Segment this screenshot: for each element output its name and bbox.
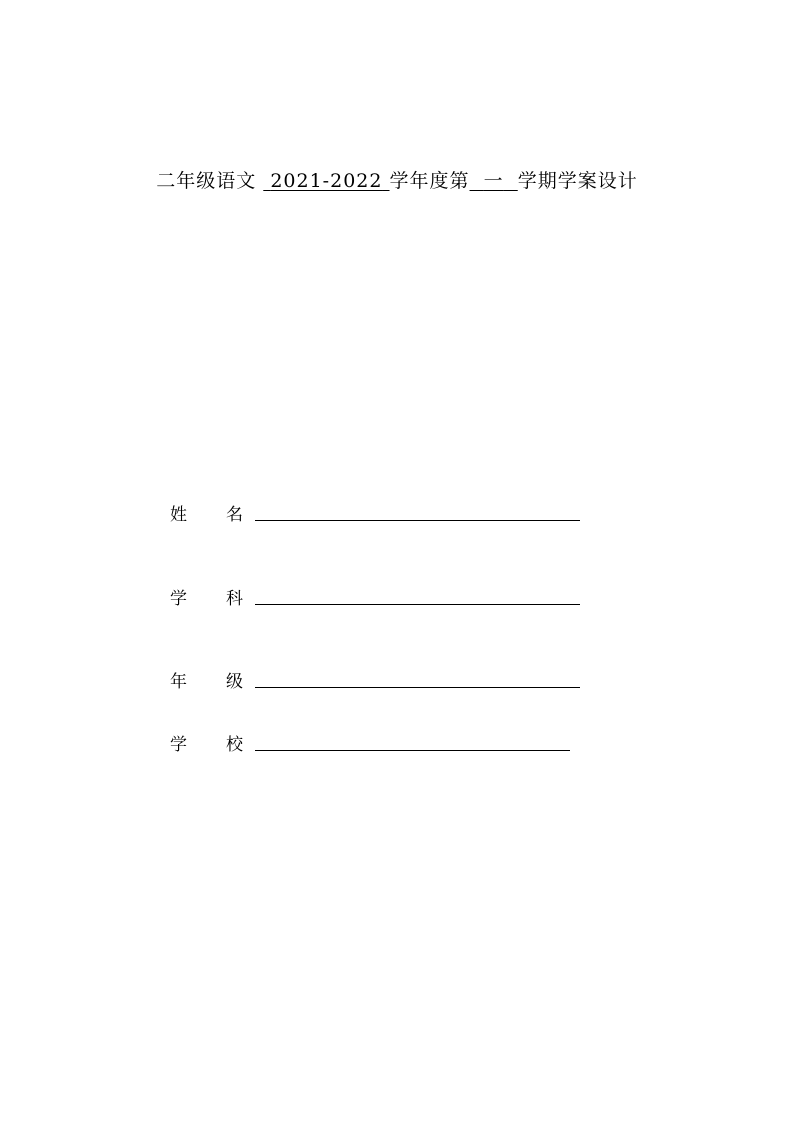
title-term: 一 bbox=[483, 170, 504, 192]
name-label-char-1: 姓 bbox=[170, 505, 187, 525]
title-mid: 学年度第 bbox=[389, 170, 470, 192]
name-label-char-2: 名 bbox=[226, 505, 243, 525]
subject-label-char-2: 科 bbox=[226, 589, 243, 609]
school-label-char-1: 学 bbox=[170, 735, 187, 755]
subject-blank-line[interactable] bbox=[255, 604, 580, 605]
school-label-char-2: 校 bbox=[226, 735, 243, 755]
title-year: 2021-2022 bbox=[270, 170, 383, 192]
title-prefix: 二年级语文 bbox=[156, 170, 264, 192]
title-suffix: 学期学案设计 bbox=[517, 170, 638, 192]
grade-label-char-1: 年 bbox=[170, 672, 187, 692]
subject-label-char-1: 学 bbox=[170, 589, 187, 609]
name-blank-line[interactable] bbox=[255, 520, 580, 521]
grade-blank-line[interactable] bbox=[255, 687, 580, 688]
grade-label-char-2: 级 bbox=[226, 672, 243, 692]
document-title bbox=[0, 166, 794, 193]
school-blank-line[interactable] bbox=[255, 750, 570, 751]
